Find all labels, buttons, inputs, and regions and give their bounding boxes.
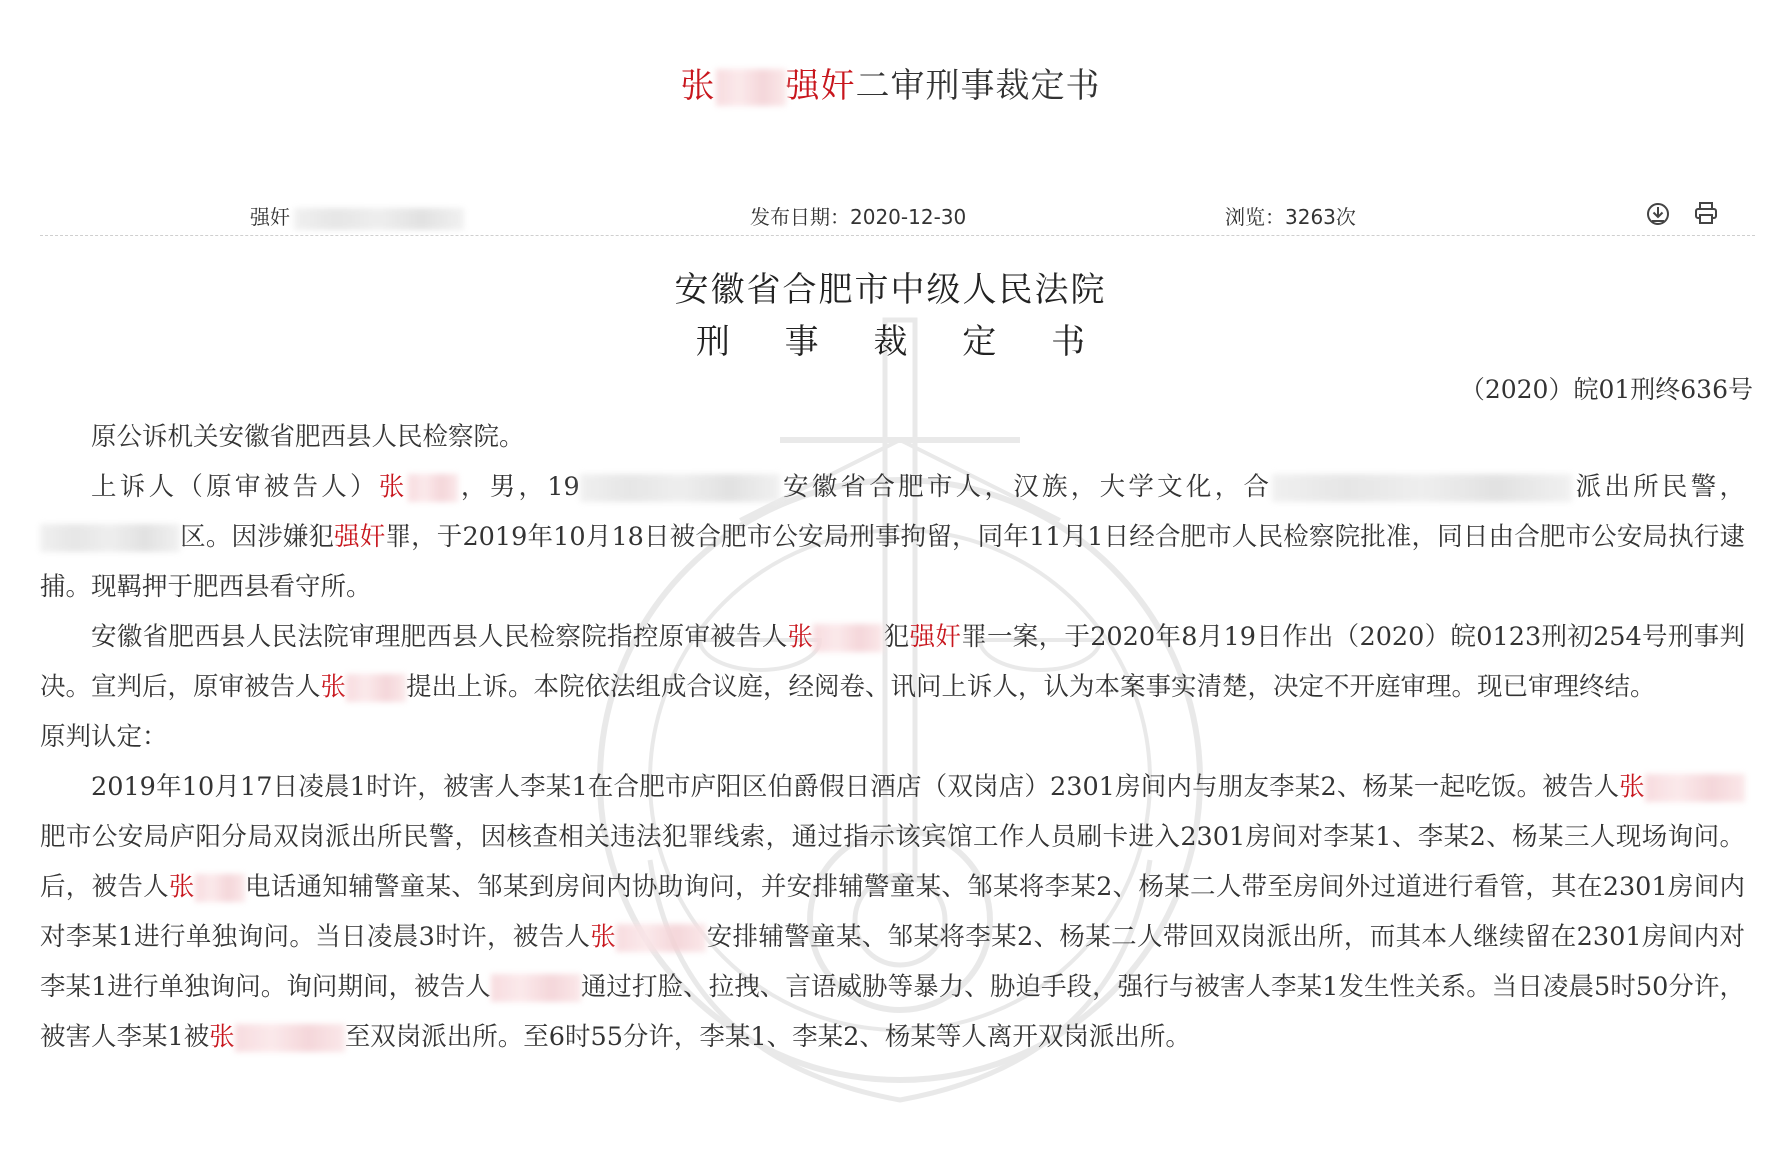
- highlight-name[interactable]: 张: [590, 922, 617, 952]
- redacted-block: [616, 924, 706, 952]
- title-suffix: 二审刑事裁定书: [855, 66, 1101, 106]
- highlight-name[interactable]: 张: [320, 672, 347, 702]
- redacted-block: [195, 874, 245, 902]
- redacted-block: [1645, 774, 1745, 802]
- redacted-block: [346, 674, 406, 702]
- redacted-block: [813, 624, 883, 652]
- highlight-name[interactable]: 张: [378, 472, 408, 502]
- download-icon[interactable]: [1645, 200, 1671, 226]
- meta-bar: [40, 195, 1755, 236]
- paragraph: 原判认定：: [40, 722, 168, 752]
- redacted-block: [580, 474, 780, 502]
- publish-date: 发布日期：2020-12-30: [750, 205, 967, 229]
- redacted-block: [1272, 474, 1572, 502]
- print-icon[interactable]: [1693, 200, 1719, 226]
- redacted-block: [40, 524, 180, 552]
- redacted-block: [408, 474, 458, 502]
- paragraph: 2019年10月17日凌晨1时许，被害人李某1在合肥市庐阳区伯爵假日酒店（双岗店）2301房间内与朋友李某2、杨某一起吃饭。被告人张肥市公安局庐阳分局双岗派出所民警，因核查相关违法犯罪线索，通过指示该宾馆工作人员刷卡进入2301房间对李某1、李某2、杨某三人现场询问。后，被告人张 电话通知辅警童某、邹某到房间内协助询问，并安排辅警童某、邹某将李某2、杨某二人带至房间外过道进行看管，其在2301房间内对李某1进行单独询问。当日凌晨3时许，被告人张 安排辅警童某、邹某将李某2、杨某二人带回双岗派出所，而其本人继续留在2301房间内对李某1进行单独询问。询问期间，被告人 通过打脸、拉拽、言语威胁等暴力、胁迫手段，强行与被害人李某1发生性关系。当日凌晨5时50分许，被害人李某1被张 至双岗派出所。至6时55分许，李某1、李某2、杨某等人离开双岗派出所。: [40, 772, 1745, 1052]
- redacted-block: [491, 974, 581, 1002]
- page-title: [0, 58, 1781, 107]
- highlight-name[interactable]: 张: [1619, 772, 1645, 802]
- title-crime: 强奸: [785, 66, 856, 106]
- paragraph: 上诉人（原审被告人）张 ，男，19 安徽省合肥市人，汉族，大学文化，合 派出所民警，区。因涉嫌犯强奸罪，于2019年10月18日被合肥市公安局刑事拘留，同年11月1日经合肥市人民检察院批准，同日由合肥市公安局执行逮捕。现羁押于肥西县看守所。: [40, 472, 1745, 602]
- document-body: [40, 412, 1745, 1062]
- title-name: 张: [680, 66, 716, 106]
- paragraph: 安徽省肥西县人民法院审理肥西县人民检察院指控原审被告人张 犯强奸罪一案，于2020年8月19日作出（2020）皖0123刑初254号刑事判决。宣判后，原审被告人张 提出上诉。本院依法组成合议庭，经阅卷、讯问上诉人，认为本案事实清楚，决定不开庭审理。现已审理终结。: [40, 622, 1745, 702]
- court-name: 安徽省合肥市中级人民法院: [674, 270, 1107, 310]
- toolbar: [1629, 199, 1719, 226]
- view-count: 浏览：3263次: [1225, 205, 1356, 229]
- redacted-block: [716, 69, 786, 106]
- paragraph: 原公诉机关安徽省肥西县人民检察院。: [91, 422, 525, 452]
- highlight-name[interactable]: 张: [209, 1022, 235, 1052]
- highlight-crime[interactable]: 强奸: [909, 622, 962, 652]
- highlight-crime[interactable]: 强奸: [334, 522, 386, 552]
- highlight-name[interactable]: 张: [168, 872, 195, 902]
- redacted-block: [235, 1024, 345, 1052]
- case-number: （2020）皖01刑终636号: [1459, 375, 1753, 404]
- redacted-block: [294, 208, 464, 230]
- highlight-name[interactable]: 张: [787, 622, 814, 652]
- case-tag[interactable]: 强奸: [250, 201, 464, 230]
- document-kind: 刑 事 裁 定 书: [695, 322, 1108, 362]
